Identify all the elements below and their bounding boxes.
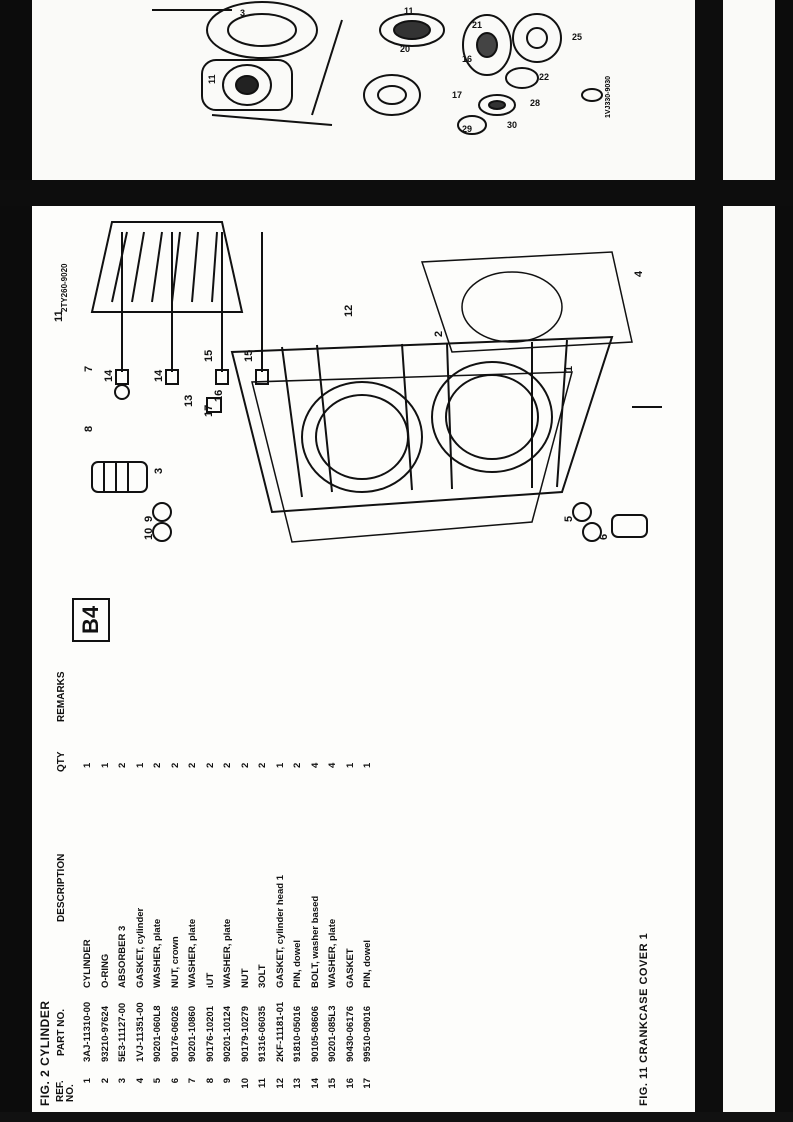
description-cell: O-RING	[99, 953, 111, 988]
callout-label: 2	[433, 330, 445, 337]
callout-label: 6	[598, 533, 610, 540]
part-no-cell: 90176-10201	[204, 1006, 216, 1062]
qty-cell: 2	[257, 762, 268, 768]
part-no-cell: 2KF-11181-01	[274, 1001, 286, 1062]
callout-label: 13	[183, 394, 195, 407]
description-cell: WASHER, plate	[222, 918, 233, 988]
ref-no-cell: 15	[327, 1078, 338, 1089]
description-cell: NUT	[239, 968, 251, 988]
qty-cell: 2	[222, 762, 233, 768]
callout-label: 16	[213, 389, 225, 402]
callout-label: 11	[53, 310, 65, 322]
page-box-label: B4	[72, 598, 110, 642]
callout-label: 14	[153, 369, 165, 382]
next-figure-caption: FIG. 11 CRANKCASE COVER 1	[638, 932, 650, 1106]
scan-divider-vertical	[695, 0, 723, 1122]
qty-cell: 1	[344, 762, 356, 768]
ref-no-cell: 17	[362, 1078, 373, 1089]
qty-cell: 2	[152, 762, 163, 768]
callout-16: 16	[462, 54, 473, 64]
ref-no-cell: 16	[344, 1078, 356, 1089]
ref-no-cell: 1	[82, 1078, 93, 1084]
top-parts-diagram	[32, 0, 695, 180]
right-margin-panel	[723, 0, 775, 1122]
diagram-code: 2TY260-9020	[60, 263, 69, 312]
callout-21: 21	[472, 20, 483, 30]
ref-no-cell: 4	[134, 1078, 146, 1084]
header-ref-no: REF. NO.	[55, 1080, 76, 1102]
ref-no-cell: 6	[169, 1078, 181, 1084]
qty-cell: 2	[239, 762, 251, 768]
description-cell: PIN, dowel	[292, 939, 303, 988]
callout-28: 28	[530, 98, 541, 108]
ref-no-cell: 7	[187, 1078, 198, 1084]
callout-label: 14	[103, 369, 115, 382]
header-qty: QTY	[56, 751, 67, 772]
callout-11b: 11	[404, 6, 414, 16]
part-no-cell: 3AJ-11310-00	[82, 1001, 93, 1062]
qty-cell: 2	[292, 762, 303, 768]
ref-no-cell: 11	[257, 1078, 268, 1089]
scan-edge-right	[775, 0, 793, 1122]
description-cell: ABSORBER 3	[117, 925, 128, 988]
qty-cell: 2	[117, 762, 128, 768]
part-no-cell: 90201-10124	[222, 1006, 233, 1062]
callout-label: 17	[203, 404, 215, 417]
callout-label: 3	[153, 467, 165, 474]
qty-cell: 1	[274, 762, 286, 768]
callout-label: 15	[203, 349, 215, 362]
part-no-cell: 91316-06035	[257, 1006, 268, 1062]
scan-edge-bottom	[0, 1112, 793, 1122]
callout-label: 15	[243, 349, 255, 362]
description-cell: WASHER, plate	[152, 918, 163, 988]
description-cell: 3OLT	[257, 964, 268, 988]
part-no-cell: 99510-09016	[362, 1006, 373, 1062]
part-no-cell: 90201-060L8	[152, 1005, 163, 1062]
ref-no-cell: 10	[239, 1078, 251, 1089]
callout-label: 8	[83, 425, 95, 432]
description-cell: CYLINDER	[82, 939, 93, 988]
callout-17: 17	[452, 90, 463, 100]
qty-cell: 1	[362, 762, 373, 768]
ref-no-cell: 3	[117, 1078, 128, 1084]
scan-divider-horizontal	[0, 180, 793, 206]
callout-label: 7	[83, 365, 95, 372]
callout-label: 5	[563, 515, 575, 522]
part-no-cell: 90201-10860	[187, 1006, 198, 1062]
callout-label: 9	[143, 515, 155, 522]
callout-22: 22	[539, 72, 550, 82]
scan-edge-left	[0, 0, 32, 1122]
part-no-cell: 90105-08606	[309, 1006, 321, 1062]
description-cell: NUT, crown	[169, 936, 181, 988]
qty-cell: 2	[204, 762, 216, 768]
description-cell: WASHER, plate	[327, 918, 338, 988]
description-cell: PIN, dowel	[362, 939, 373, 988]
qty-cell: 1	[134, 762, 146, 768]
part-no-cell: 90201-085L3	[327, 1005, 338, 1062]
description-cell: GASKET, cylinder	[134, 907, 146, 988]
callout-label: 10	[143, 527, 155, 540]
ref-no-cell: 13	[292, 1078, 303, 1089]
ref-no-cell: 2	[99, 1078, 111, 1084]
description-cell: BOLT, washer based	[309, 895, 321, 988]
header-description: DESCRIPTION	[56, 853, 67, 922]
callout-3: 3	[240, 8, 246, 18]
qty-cell: 4	[327, 762, 338, 768]
description-cell: WASHER, plate	[187, 918, 198, 988]
header-remarks: REMARKS	[56, 671, 67, 722]
part-no-cell: 91810-05016	[292, 1006, 303, 1062]
qty-cell: 2	[187, 762, 198, 768]
cylinder-exploded-diagram	[52, 212, 672, 552]
description-cell: GASKET, cylinder head 1	[274, 875, 286, 988]
part-no-cell: 90430-06176	[344, 1006, 356, 1062]
ref-no-cell: 8	[204, 1078, 216, 1084]
qty-cell: 2	[169, 762, 181, 768]
callout-label: 4	[633, 270, 645, 277]
header-part-no: PART NO.	[56, 1008, 67, 1056]
ref-no-cell: 5	[152, 1078, 163, 1084]
qty-cell: 1	[99, 762, 111, 768]
callout-label: 12	[343, 304, 355, 317]
top-diagram-code: 1VJ330-9030	[605, 75, 612, 118]
figure-title: FIG. 2 CYLINDER	[38, 1000, 52, 1106]
qty-cell: 1	[82, 762, 93, 768]
part-no-cell: 5E3-11127-00	[117, 1002, 128, 1062]
part-no-cell: 1VJ-11351-00	[134, 1002, 146, 1062]
callout-30: 30	[507, 120, 518, 130]
ref-no-cell: 9	[222, 1078, 233, 1084]
description-cell: ıUT	[204, 972, 216, 988]
rotated-page-content	[32, 206, 695, 1112]
callout-20: 20	[400, 44, 411, 54]
ref-no-cell: 12	[274, 1078, 286, 1089]
part-no-cell: 93210-97624	[99, 1006, 111, 1062]
ref-no-cell: 14	[309, 1078, 321, 1089]
qty-cell: 4	[309, 762, 321, 768]
callout-label: 1	[563, 365, 575, 372]
description-cell: GASKET	[344, 948, 356, 988]
callout-29: 29	[462, 124, 473, 134]
part-no-cell: 90179-10279	[239, 1006, 251, 1062]
callout-25: 25	[572, 32, 583, 42]
part-no-cell: 90176-06026	[169, 1006, 181, 1062]
callout-11a: 11	[207, 74, 217, 84]
